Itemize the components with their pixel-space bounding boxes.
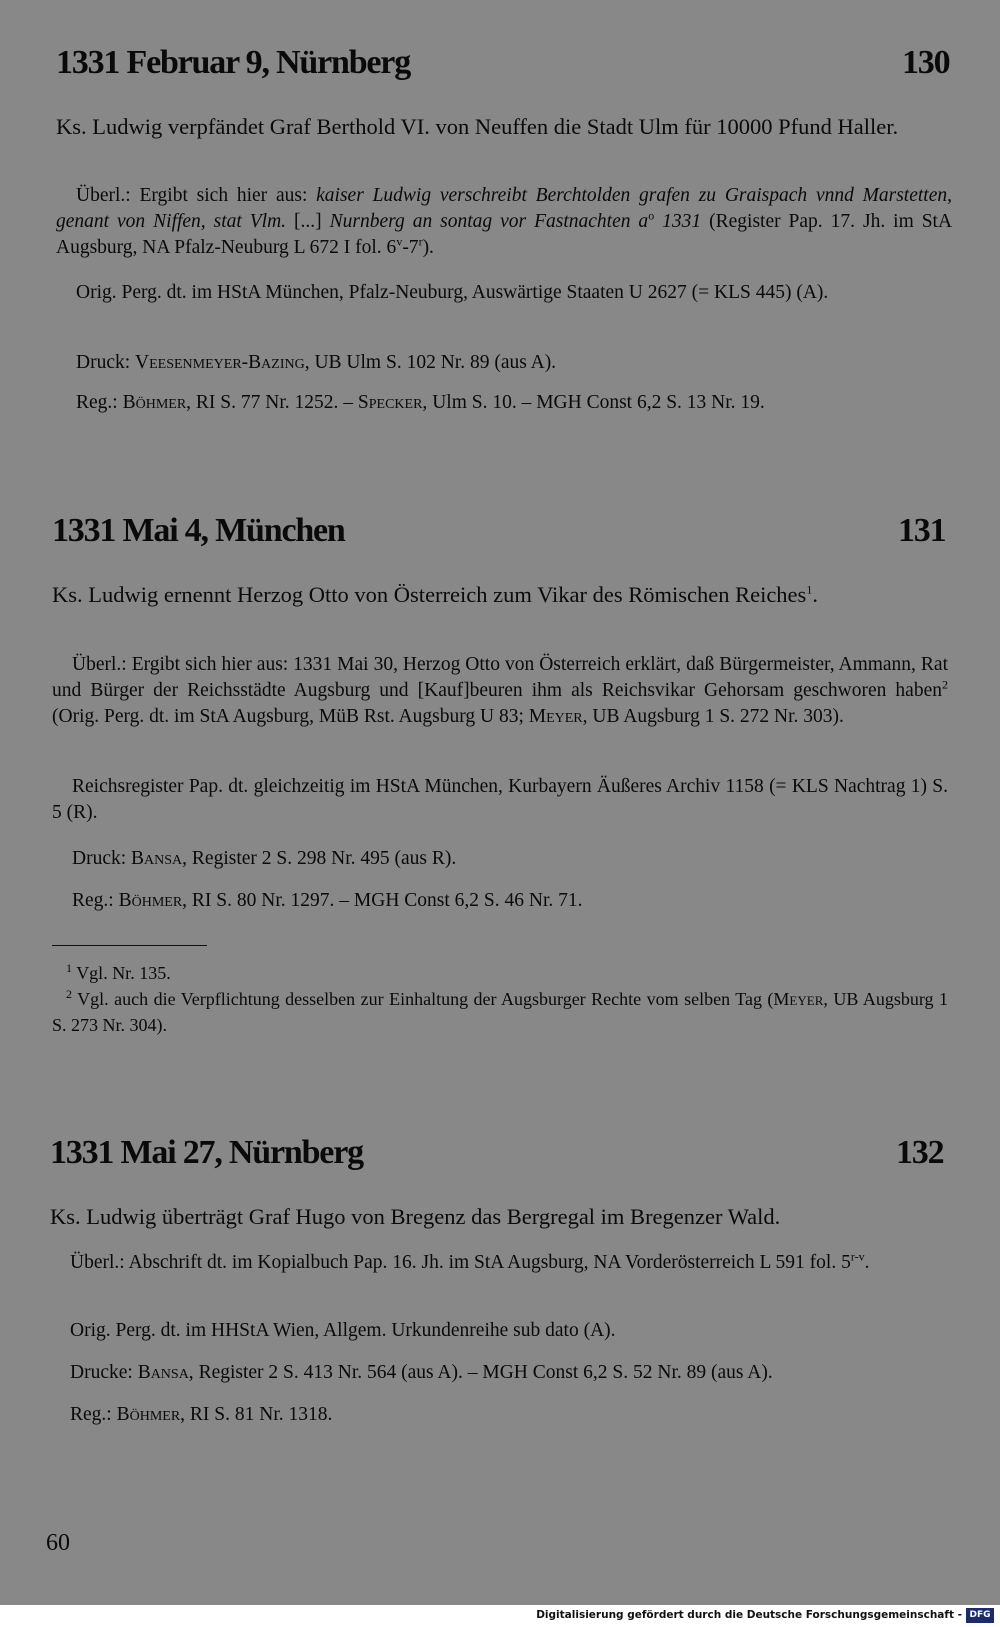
entry-date: 1331 Mai 27, Nürnberg (50, 1134, 363, 1171)
entry-druck (52, 846, 948, 872)
footer-credit: Digitalisierung gefördert durch die Deutsche Forschungsgemeinschaft - (536, 1609, 962, 1621)
footnote-mark: 1 (66, 961, 72, 975)
author: Specker, (357, 392, 428, 413)
entry-regest (50, 1402, 946, 1428)
text: -7 (402, 237, 419, 258)
quote: kaiser Ludwig verschreibt Berchtolden grafen zu Graispach vnnd Marstetten, genant von Niffen, stat Vlm. (56, 185, 952, 232)
entry-number: 131 (898, 512, 946, 549)
superscript: v (396, 234, 403, 249)
superscript: o (648, 208, 655, 223)
label: Überl.: (76, 185, 131, 206)
footnote-divider (52, 945, 207, 946)
entry-number: 130 (902, 44, 950, 81)
entry-ueberlieferung (56, 183, 952, 261)
footnote-mark: 2 (66, 987, 72, 1001)
text: . (864, 1252, 870, 1273)
superscript: r (418, 234, 423, 249)
text: UB Augsburg 1 S. 272 Nr. 303). (592, 706, 844, 727)
text: (Orig. Perg. dt. im StA Augsburg, MüB Rst. Augsburg U 83; (52, 706, 524, 727)
author: Meyer, (528, 706, 588, 727)
text: Überl.: Abschrift dt. im Kopialbuch Pap. 16. Jh. im StA Augsburg, NA Vorderösterreich L 591 fol. 5 (70, 1252, 851, 1273)
label: Druck: (76, 352, 131, 373)
text: RI S. 77 Nr. 1252. – (195, 392, 354, 413)
entry-summary (52, 582, 948, 608)
entry-ueberlieferung (50, 1250, 946, 1276)
text: Register 2 S. 298 Nr. 495 (aus R). (191, 848, 457, 869)
text: UB Ulm S. 102 Nr. 89 (aus A). (314, 352, 557, 373)
page-number: 60 (46, 1530, 70, 1556)
superscript: r-v (850, 1249, 865, 1264)
entry-druck (56, 350, 952, 376)
text: Register 2 S. 413 Nr. 564 (aus A). – MGH Const 6,2 S. 52 Nr. 89 (aus A). (198, 1362, 773, 1383)
text: . (812, 582, 818, 607)
entry-original: Orig. Perg. dt. im HStA München, Pfalz-Neuburg, Auswärtige Staaten U 2627 (= KLS 445) (A). (76, 282, 829, 303)
label: Überl.: (72, 654, 127, 675)
entry-regest (56, 390, 952, 416)
text: ). (422, 237, 434, 258)
entry-original: Orig. Perg. dt. im HHStA Wien, Allgem. Urkundenreihe sub dato (A). (70, 1320, 616, 1341)
text: (Register Pap. 17. Jh. im StA Augsburg, NA Pfalz-Neuburg L 672 I fol. 6 (56, 211, 953, 258)
label: Druck: (72, 848, 127, 869)
text: Ulm S. 10. – MGH Const 6,2 S. 13 Nr. 19. (432, 392, 765, 413)
label: Reg.: (72, 890, 114, 911)
author: Bansa, (131, 848, 188, 869)
footnote-2 (52, 986, 948, 1038)
author: Veesenmeyer-Bazing, (135, 352, 310, 373)
author: Böhmer, (116, 1404, 186, 1425)
footnote-1 (52, 960, 948, 986)
label: Drucke: (70, 1362, 133, 1383)
entry-ueberlieferung (52, 652, 948, 730)
footer-bar (0, 1605, 1000, 1627)
entry-130-header (0, 44, 1000, 94)
entry-number: 132 (896, 1134, 944, 1171)
author: Böhmer, (118, 890, 188, 911)
author: Böhmer, (122, 392, 192, 413)
entry-date: 1331 Februar 9, Nürnberg (56, 44, 410, 81)
text: RI S. 81 Nr. 1318. (189, 1404, 333, 1425)
text: Ergibt sich hier aus: 1331 Mai 30, Herzog Otto von Österreich erklärt, daß Bürgermeister, Ammann, Rat und Bürger der Reichsstädte Augsburg und [Kauf]beuren ihm als Reichsvikar Gehorsam geschworen haben (52, 654, 949, 701)
entry-summary: Ks. Ludwig überträgt Graf Hugo von Bregenz das Bergregal im Bregenzer Wald. (50, 1204, 781, 1229)
text: UB Augsburg 1 S. 273 Nr. 304). (52, 989, 948, 1035)
author: Bansa, (137, 1362, 194, 1383)
dfg-logo[interactable]: DFG (966, 1608, 994, 1623)
quote-year: 1331 (662, 211, 702, 232)
quote: Nurnberg an sontag vor Fastnachten a (329, 211, 649, 232)
text: Vgl. Nr. 135. (76, 963, 171, 983)
entry-summary: Ks. Ludwig verpfändet Graf Berthold VI. von Neuffen die Stadt Ulm für 10000 Pfund Haller. (56, 114, 899, 139)
entry-regest (52, 888, 948, 914)
entry-date: 1331 Mai 4, München (52, 512, 345, 549)
label: Reg.: (76, 392, 118, 413)
entry-drucke (50, 1360, 946, 1386)
entry-reichsregister: Reichsregister Pap. dt. gleichzeitig im HStA München, Kurbayern Äußeres Archiv 1158 (= KLS Nachtrag 1) S. 5 (R). (52, 776, 948, 823)
author: Meyer, (773, 989, 828, 1009)
text: [...] (294, 211, 322, 232)
text: RI S. 80 Nr. 1297. – MGH Const 6,2 S. 46 Nr. 71. (191, 890, 583, 911)
entry-132-header (0, 1134, 1000, 1184)
footnote-ref: 2 (942, 677, 948, 692)
entry-131-header (0, 512, 1000, 562)
text: Ks. Ludwig ernennt Herzog Otto von Österreich zum Vikar des Römischen Reiches (52, 582, 807, 607)
footnote-ref: 1 (806, 582, 813, 597)
text: Ergibt sich hier aus: (139, 185, 308, 206)
text: Vgl. auch die Verpflichtung desselben zur Einhaltung der Augsburger Rechte vom selben Tag ( (77, 989, 774, 1009)
label: Reg.: (70, 1404, 112, 1425)
